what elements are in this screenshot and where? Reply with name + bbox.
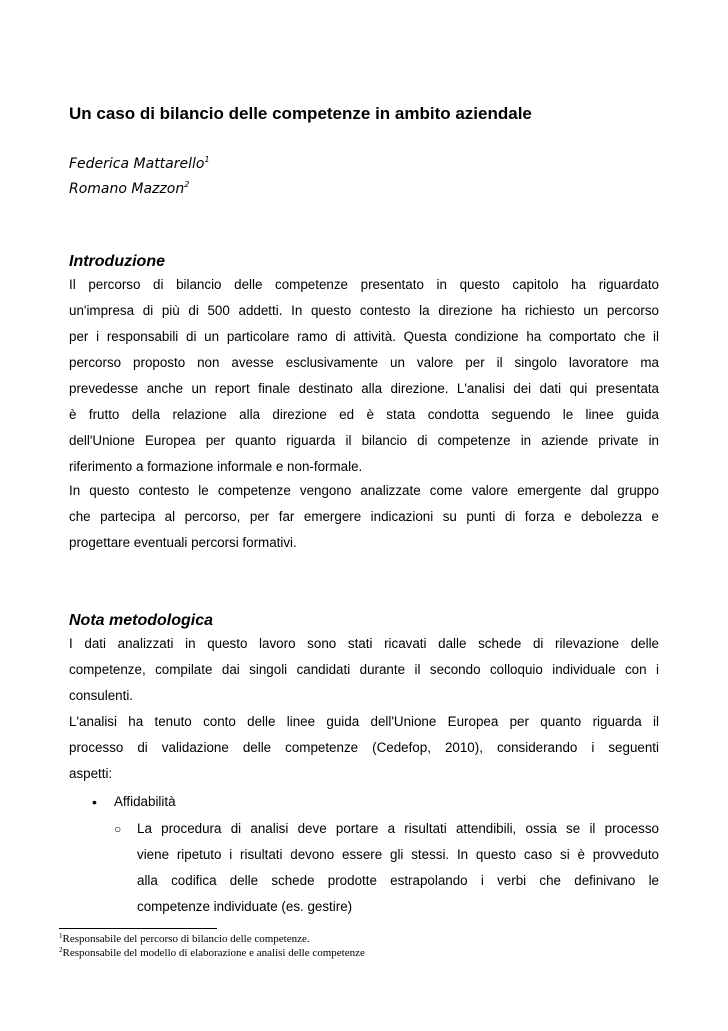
sub-bullet-line: alla codifica delle schede prodotte estrapolando i verbi che definivano le bbox=[137, 873, 659, 888]
paragraph-line: Il percorso di bilancio delle competenze presentato in questo capitolo ha riguardato bbox=[69, 277, 659, 292]
bullet-item-affidabilita: Affidabilità bbox=[114, 794, 176, 809]
paragraph-line: aspetti: bbox=[69, 766, 113, 781]
footnote-mark: 2 bbox=[59, 946, 63, 954]
paragraph-line: consulenti. bbox=[69, 688, 134, 703]
author-name: Romano Mazzon bbox=[69, 181, 185, 197]
section-heading-nota-metodologica: Nota metodologica bbox=[69, 612, 214, 629]
footnote-2 bbox=[59, 947, 365, 960]
paragraph-line: progettare eventuali percorsi formativi. bbox=[69, 535, 297, 550]
sub-bullet-marker: ○ bbox=[114, 822, 122, 836]
section-heading-introduzione: Introduzione bbox=[69, 253, 165, 270]
document-title: Un caso di bilancio delle competenze in ambito aziendale bbox=[69, 104, 532, 123]
author-footnote-mark: 1 bbox=[204, 155, 210, 164]
paragraph-line: processo di validazione delle competenze (Cedefop, 2010), considerando i seguenti bbox=[69, 740, 659, 755]
author-2 bbox=[69, 181, 189, 197]
paragraph-line: L'analisi ha tenuto conto delle linee guida dell'Unione Europea per quanto riguarda il bbox=[69, 714, 659, 729]
footnote-text: Responsabile del percorso di bilancio delle competenze. bbox=[62, 933, 310, 945]
footnote-mark: 1 bbox=[59, 932, 63, 940]
footnote-text: Responsabile del modello di elaborazione e analisi delle competenze bbox=[62, 947, 365, 959]
author-1 bbox=[69, 156, 210, 172]
paragraph-line: per i responsabili di un particolare ramo di attività. Questa condizione ha comportato che il bbox=[69, 329, 659, 344]
paragraph-line: riferimento a formazione informale e non-formale. bbox=[69, 459, 363, 474]
paragraph-line: In questo contesto le competenze vengono analizzate come valore emergente dal gruppo bbox=[69, 483, 659, 498]
paragraph-line: è frutto della relazione alla direzione ed è stata condotta seguendo le linee guida bbox=[69, 407, 659, 422]
paragraph-line: percorso proposto non avesse esclusivamente un valore per il singolo lavoratore ma bbox=[69, 355, 659, 370]
paragraph-line: competenze, compilate dai singoli candidati durante il secondo colloquio individuale con i bbox=[69, 662, 659, 677]
sub-bullet-line: viene ripetuto i risultati devono essere gli stessi. In questo caso si è provveduto bbox=[137, 847, 659, 862]
footnote-1 bbox=[59, 933, 310, 946]
paragraph-line: dell'Unione Europea per quanto riguarda il bilancio di competenze in aziende private in bbox=[69, 433, 659, 448]
author-footnote-mark: 2 bbox=[184, 180, 190, 189]
paragraph-line: che partecipa al percorso, per far emergere indicazioni su punti di forza e debolezza e bbox=[69, 509, 659, 524]
sub-bullet-line: La procedura di analisi deve portare a risultati attendibili, ossia se il processo bbox=[137, 821, 659, 836]
paragraph-line: I dati analizzati in questo lavoro sono stati ricavati dalle schede di rilevazione delle bbox=[69, 636, 659, 651]
footnote-separator bbox=[59, 928, 217, 929]
sub-bullet-line: competenze individuate (es. gestire) bbox=[137, 899, 353, 914]
paragraph-line: prevedesse anche un report finale destinato alla direzione. L'analisi dei dati qui presentata bbox=[69, 381, 659, 396]
paragraph-line: un'impresa di più di 500 addetti. In questo contesto la direzione ha richiesto un percorso bbox=[69, 303, 659, 318]
author-name: Federica Mattarello bbox=[69, 156, 205, 172]
bullet-marker: • bbox=[92, 794, 97, 810]
